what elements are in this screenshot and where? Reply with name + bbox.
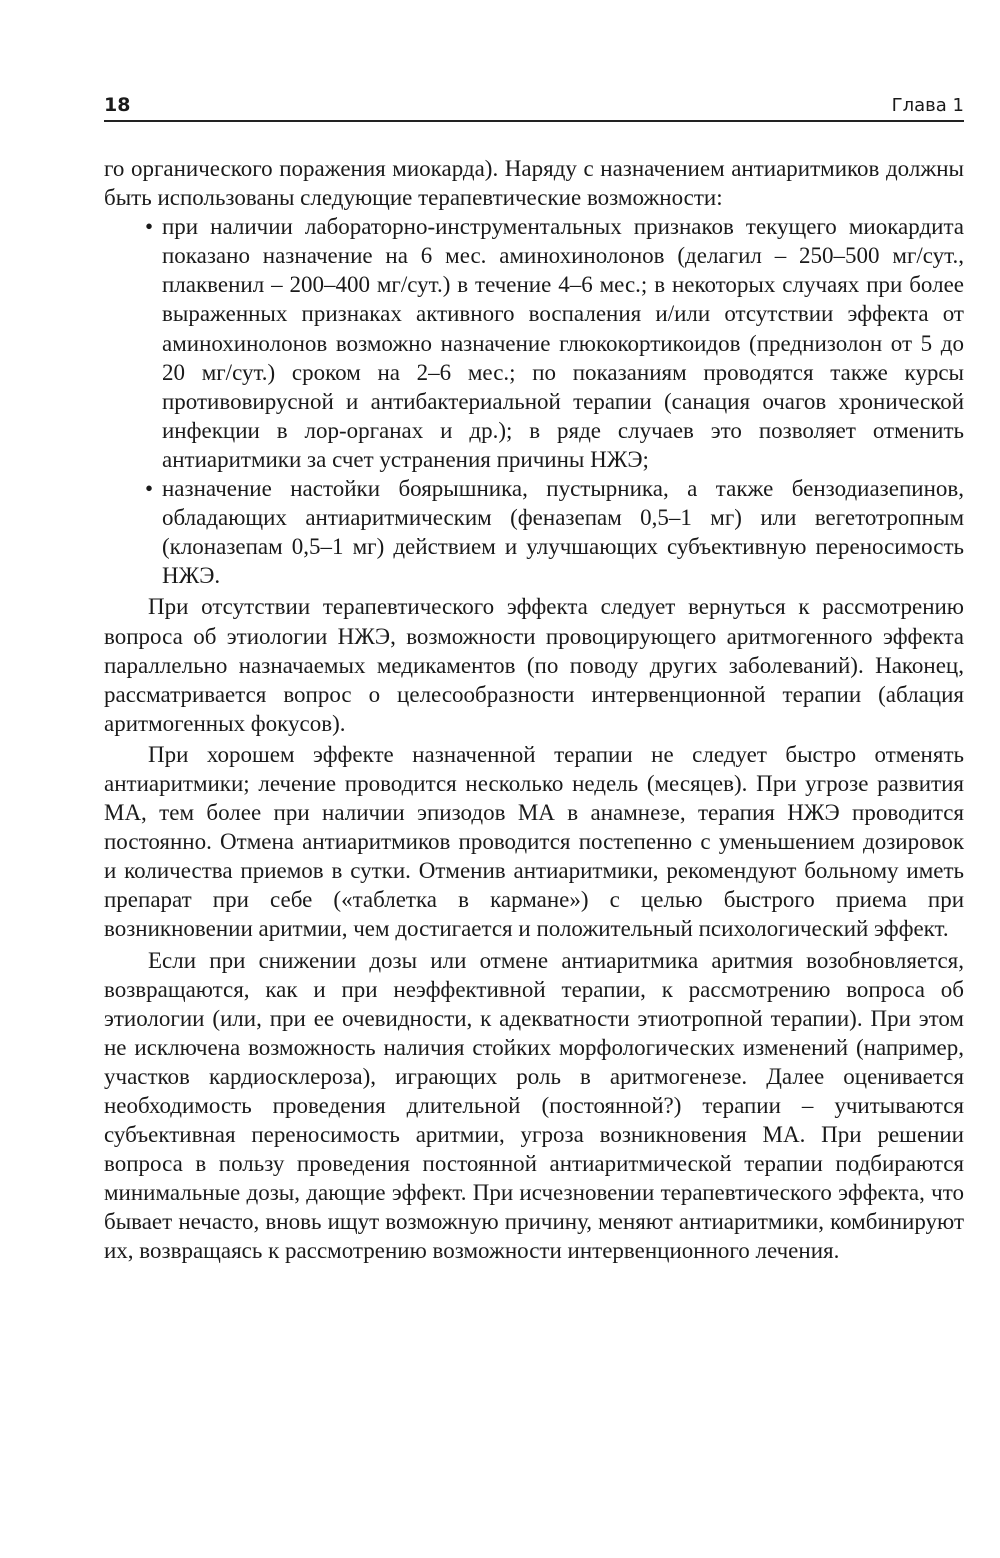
bullet-icon: • (145, 214, 154, 240)
paragraph-no-effect: При отсутствии терапевтического эффекта следует вернуться к рассмотрению вопроса об этиологии НЖЭ, возможности провоцирующего аритмогенного эффекта параллельно назначаемых медикаментов (по поводу других заболеваний). Наконец, рассматривается вопрос о целесообразности интервенционной терапии (аблация аритмогенных фокусов). (104, 594, 964, 736)
list-item-text: назначение настойки боярышника, пустырника, а также бензодиазепинов, обладающих антиаритмическим (феназепам 0,5–1 мг) или вегетотропным (клоназепам 0,5–1 мг) действием и улучшающих субъективную переносимость НЖЭ. (162, 476, 964, 589)
running-header (104, 90, 964, 122)
list-item (145, 212, 964, 474)
chapter-label: Глава 1 (891, 95, 964, 116)
paragraph-good-effect: При хорошем эффекте назначенной терапии не следует быстро отменять антиаритмики; лечение проводится несколько недель (месяцев). При угрозе развития МА, тем более при наличии эпизодов МА в анамнезе, терапия НЖЭ проводится постоянно. Отмена антиаритмиков проводится постепенно с уменьшением дозировок и количества приемов в сутки. Отменив антиаритмики, рекомендуют больному иметь препарат при себе («таблетка в кармане») с целью быстрого приема при возникновении аритмии, чем достигается и положительный психологический эффект. (104, 741, 964, 942)
body-text (104, 154, 964, 1266)
bullet-icon: • (145, 476, 154, 502)
list-item-text: при наличии лабораторно-инструментальных признаков текущего миокардита показано назначение на 6 мес. аминохинолонов (делагил – 250–500 мг/сут., плаквенил – 200–400 мг/сут.) в течение 4–6 мес.; в некоторых случаях при более выраженных признаках активного воспаления и/или отсутствии эффекта от аминохинолонов возможно назначение глюкокортикоидов (преднизолон от 5 до 20 мг/сут.) сроком на 2–6 мес.; по показаниям проводятся также курсы противовирусной и антибактериальной терапии (санация очагов хронической инфекции в лор-органах и др.); в ряде случаев это позволяет отменить антиаритмики за счет устранения причины НЖЭ; (162, 214, 964, 472)
intro-paragraph: го органического поражения миокарда). Наряду с назначением антиаритмиков должны быть использованы следующие терапевтические возможности: (104, 156, 964, 211)
book-page (104, 90, 964, 1266)
page-number: 18 (104, 94, 131, 116)
list-item (145, 474, 964, 590)
paragraph-recurrence: Если при снижении дозы или отмене антиаритмика аритмия возобновляется, возвращаются, как и при неэффективной терапии, к рассмотрению вопроса об этиологии (или, при ее очевидности, к адекватности этиотропной терапии). При этом не исключена возможность наличия стойких морфологических изменений (например, участков кардиосклероза), играющих роль в аритмогенезе. Далее оценивается необходимость проведения длительной (постоянной?) терапии – учитываются субъективная переносимость аритмии, угроза возникновения МА. При решении вопроса в пользу проведения постоянной антиаритмической терапии подбираются минимальные дозы, дающие эффект. При исчезновении терапевтического эффекта, что бывает нечасто, вновь ищут возможную причину, меняют антиаритмики, комбинируют их, возвращаясь к рассмотрению возможности интервенционного лечения. (104, 947, 964, 1264)
therapy-options-list (104, 212, 964, 590)
